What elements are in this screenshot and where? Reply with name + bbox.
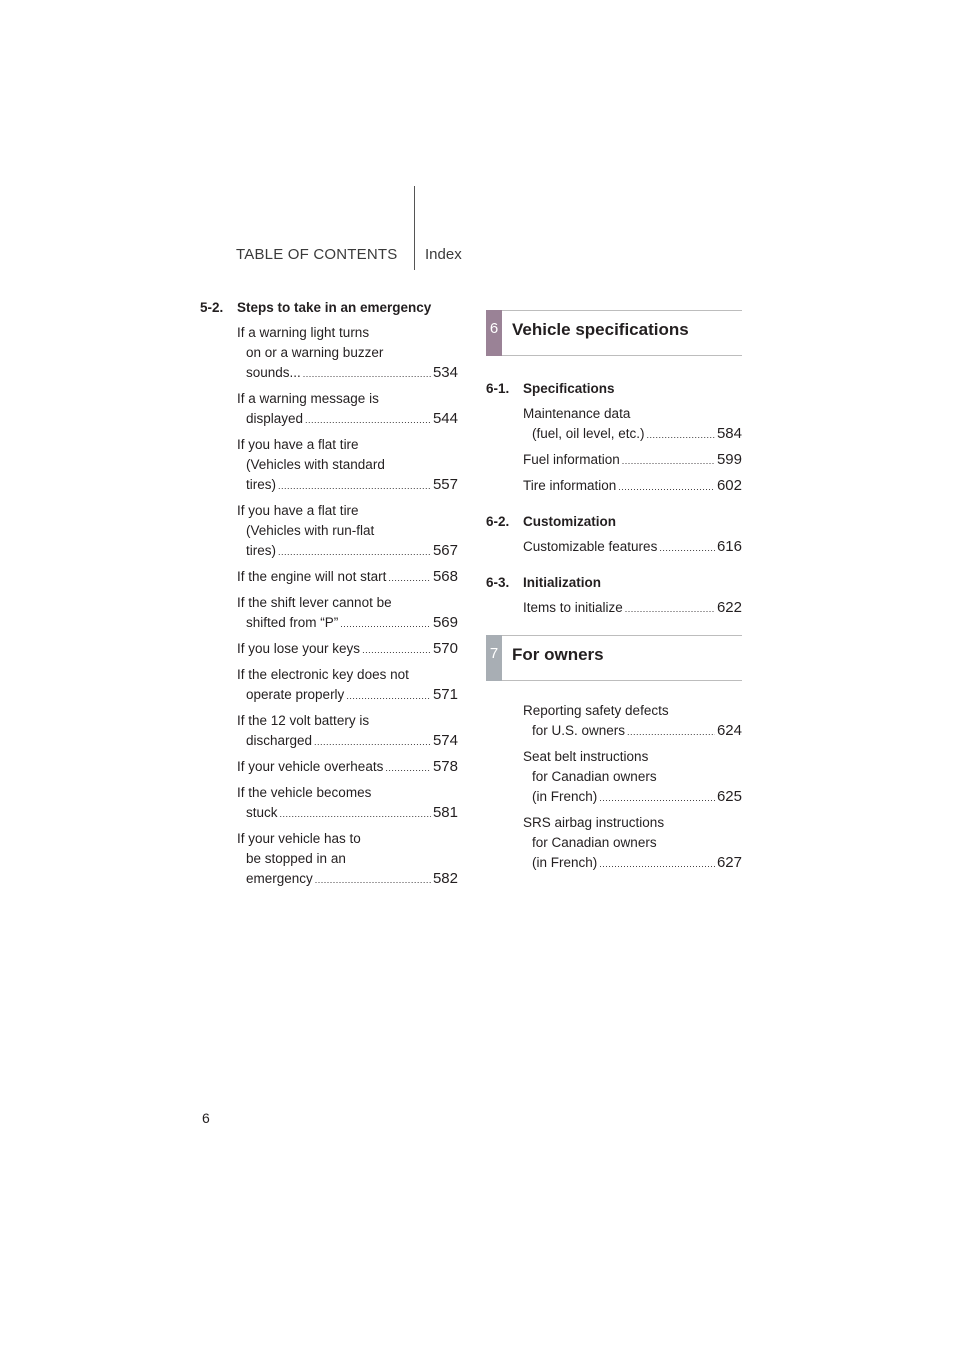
entry-list <box>523 537 742 558</box>
toc-entry[interactable] <box>237 323 458 384</box>
toc-entry[interactable] <box>237 757 458 778</box>
section-title: Initialization <box>523 575 602 590</box>
toc-entry[interactable] <box>237 639 458 660</box>
toc-entry[interactable] <box>237 593 458 634</box>
entry-text: sounds... <box>246 365 301 380</box>
section-number: 6-1. <box>486 381 510 396</box>
toc-entry[interactable] <box>237 711 458 752</box>
entry-text: stuck <box>246 805 278 820</box>
entry-text: If you have a flat tire <box>237 503 359 518</box>
right-column <box>486 310 742 879</box>
entry-text: operate properly <box>246 687 345 702</box>
section-number: 5-2. <box>200 300 224 315</box>
dot-leader <box>340 614 431 634</box>
page-ref[interactable]: 574 <box>432 732 458 749</box>
chapter-header[interactable] <box>486 635 742 681</box>
section-heading <box>486 514 742 529</box>
entry-text: Customizable features <box>523 539 658 554</box>
page-ref[interactable]: 568 <box>432 568 458 585</box>
dot-leader <box>278 476 431 496</box>
dot-leader <box>388 568 431 588</box>
chapter-title: Vehicle specifications <box>512 320 689 339</box>
dot-leader <box>362 640 431 660</box>
page-ref[interactable]: 599 <box>716 451 742 468</box>
entry-text: for U.S. owners <box>532 723 626 738</box>
rule <box>502 310 742 311</box>
dot-leader <box>280 804 431 824</box>
rule <box>502 635 742 636</box>
toc-entry[interactable] <box>237 829 458 890</box>
entry-text: shifted from “P” <box>246 615 339 630</box>
entry-text: If a warning message is <box>237 391 379 406</box>
entry-text: If your vehicle overheats <box>237 759 384 774</box>
page-ref[interactable]: 581 <box>432 804 458 821</box>
dot-leader <box>647 425 715 445</box>
index-link[interactable]: Index <box>425 246 462 263</box>
dot-leader <box>599 788 715 808</box>
dot-leader <box>599 854 715 874</box>
toc-entry[interactable] <box>523 747 742 808</box>
entry-text: displayed <box>246 411 304 426</box>
dot-leader <box>346 686 431 706</box>
toc-entry[interactable] <box>237 435 458 496</box>
page-ref[interactable]: 570 <box>432 640 458 657</box>
page-ref[interactable]: 544 <box>432 410 458 427</box>
page-ref[interactable]: 534 <box>432 364 458 381</box>
page-ref[interactable]: 557 <box>432 476 458 493</box>
section-number: 6-3. <box>486 575 510 590</box>
dot-leader <box>385 758 431 778</box>
entry-text: for Canadian owners <box>532 769 657 784</box>
entry-text: Seat belt instructions <box>523 749 649 764</box>
entry-text: If the 12 volt battery is <box>237 713 370 728</box>
entry-list <box>237 323 458 890</box>
page-ref[interactable]: 622 <box>716 599 742 616</box>
toc-link[interactable]: TABLE OF CONTENTS <box>236 246 398 263</box>
dot-leader <box>305 410 431 430</box>
rule <box>502 355 742 356</box>
entry-text: tires) <box>246 543 276 558</box>
section-title: Steps to take in an emergency <box>237 300 432 315</box>
dot-leader <box>315 870 431 890</box>
entry-text: (fuel, oil level, etc.) <box>532 426 645 441</box>
toc-entry[interactable] <box>237 567 458 588</box>
section-number: 6-2. <box>486 514 510 529</box>
entry-text: discharged <box>246 733 313 748</box>
entry-text: be stopped in an <box>246 851 346 866</box>
entry-text: (in French) <box>532 789 598 804</box>
entry-text: Tire information <box>523 478 617 493</box>
toc-entry[interactable] <box>523 813 742 874</box>
toc-entry[interactable] <box>237 501 458 562</box>
entry-text: (Vehicles with standard <box>246 457 385 472</box>
dot-leader <box>659 538 715 558</box>
dot-leader <box>627 722 715 742</box>
chapter-number-tab: 6 <box>486 310 502 356</box>
chapter-title: For owners <box>512 645 604 664</box>
entry-text: If the vehicle becomes <box>237 785 372 800</box>
toc-entry[interactable] <box>237 665 458 706</box>
dot-leader <box>625 599 715 619</box>
page-ref[interactable]: 569 <box>432 614 458 631</box>
section <box>486 701 742 874</box>
toc-entry[interactable] <box>237 783 458 824</box>
page-ref[interactable]: 578 <box>432 758 458 775</box>
entry-text: If you lose your keys <box>237 641 361 656</box>
page-ref[interactable]: 584 <box>716 425 742 442</box>
entry-text: If your vehicle has to <box>237 831 361 846</box>
left-column <box>200 300 458 895</box>
toc-entry[interactable] <box>237 389 458 430</box>
page-ref[interactable]: 571 <box>432 686 458 703</box>
entry-text: If the electronic key does not <box>237 667 409 682</box>
dot-leader <box>618 477 715 497</box>
entry-text: Fuel information <box>523 452 620 467</box>
entry-text: If you have a flat tire <box>237 437 359 452</box>
header-nav <box>0 0 960 272</box>
entry-text: SRS airbag instructions <box>523 815 665 830</box>
entry-text: emergency <box>246 871 313 886</box>
entry-list <box>523 598 742 619</box>
chapter-header[interactable] <box>486 310 742 356</box>
entry-text: tires) <box>246 477 276 492</box>
rule <box>502 680 742 681</box>
page-ref[interactable]: 625 <box>716 788 742 805</box>
entry-text: If the shift lever cannot be <box>237 595 392 610</box>
chapter-number-tab: 7 <box>486 635 502 681</box>
section-heading <box>486 381 742 396</box>
entry-text: Maintenance data <box>523 406 631 421</box>
page-ref[interactable]: 567 <box>432 542 458 559</box>
toc-entry[interactable] <box>523 476 742 497</box>
toc-entry[interactable] <box>523 598 742 619</box>
entry-text: on or a warning buzzer <box>246 345 384 360</box>
entry-list <box>523 404 742 497</box>
dot-leader <box>278 542 431 562</box>
section-heading <box>200 300 458 315</box>
toc-entry[interactable] <box>523 450 742 471</box>
entry-text: Reporting safety defects <box>523 703 669 718</box>
page-ref[interactable]: 627 <box>716 854 742 871</box>
section-title: Specifications <box>523 381 615 396</box>
entry-text: If a warning light turns <box>237 325 370 340</box>
entry-list <box>523 701 742 874</box>
page-ref[interactable]: 624 <box>716 722 742 739</box>
dot-leader <box>314 732 431 752</box>
toc-entry[interactable] <box>523 701 742 742</box>
entry-text: for Canadian owners <box>532 835 657 850</box>
dot-leader <box>622 451 715 471</box>
dot-leader <box>303 364 431 384</box>
entry-text: (in French) <box>532 855 598 870</box>
section <box>486 381 742 497</box>
entry-text: (Vehicles with run-flat <box>246 523 375 538</box>
section-title: Customization <box>523 514 616 529</box>
page-ref[interactable]: 602 <box>716 477 742 494</box>
toc-entry[interactable] <box>523 537 742 558</box>
nav-divider <box>414 186 415 270</box>
section <box>486 575 742 619</box>
page-ref[interactable]: 616 <box>716 538 742 555</box>
section <box>486 514 742 558</box>
entry-text: Items to initialize <box>523 600 623 615</box>
page-number: 6 <box>202 1110 210 1126</box>
section-heading <box>486 575 742 590</box>
entry-text: If the engine will not start <box>237 569 387 584</box>
toc-entry[interactable] <box>523 404 742 445</box>
page-ref[interactable]: 582 <box>432 870 458 887</box>
